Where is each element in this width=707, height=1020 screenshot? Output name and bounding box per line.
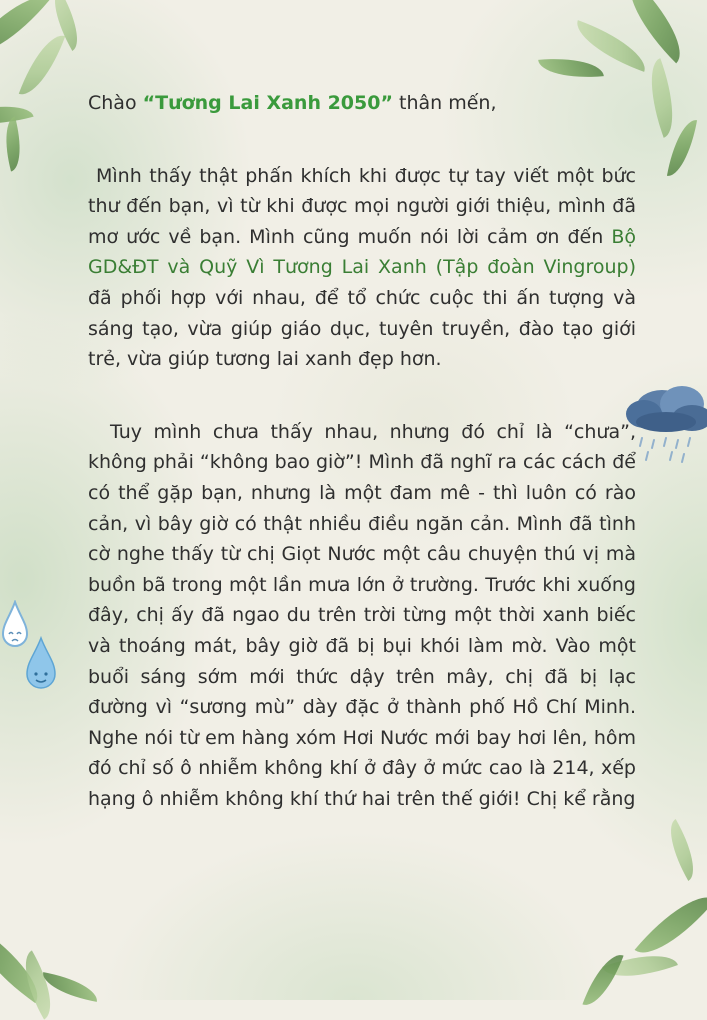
letter-body xyxy=(88,88,636,814)
organization-name: Bộ GD&ĐT và Quỹ Vì Tương Lai Xanh (Tập đoàn Vingroup) xyxy=(88,225,636,279)
paragraph-1-text-b: đã phối hợp với nhau, để tổ chức cuộc thi ấn tượng và sáng tạo, vừa giúp giáo dục, tuyên truyền, đào tạo giới trẻ, vừa giúp tương lai xanh đẹp hơn. xyxy=(88,286,636,371)
water-drop-icon xyxy=(24,636,58,692)
greeting-recipient: “Tương Lai Xanh 2050” xyxy=(142,92,393,114)
greeting-suffix: thân mến, xyxy=(392,92,497,114)
paragraph-1 xyxy=(88,161,636,375)
paragraph-2: Tuy mình chưa thấy nhau, nhưng đó chỉ là “chưa”, không phải “không bao giờ”! Mình đã nghĩ ra các cách để có thể gặp bạn, nhưng là một đam mê - thì luôn có rào cản, vì bây giờ có thật nhiều điều ngăn cản. Mình đã tình cờ nghe thấy từ chị Giọt Nước một câu chuyện thú vị mà buồn bã trong một lần mưa lớn ở trường. Trước khi xuống đây, chị ấy đã ngao du trên trời từng một thời xanh biếc và thoáng mát, bây giờ đã bị bụi khói làm mờ. Vào một buổi sáng sớm mới thức dậy trên mây, chị đã bị lạc đường vì “sương mù” dày đặc ở thành phố Hồ Chí Minh. Nghe nói từ em hàng xóm Hơi Nước mới bay hơi lên, hôm đó chỉ số ô nhiễm không khí ở đây ở mức cao là 214, xếp hạng ô nhiễm không khí thứ hai trên thế giới! Chị kể rằng xyxy=(88,420,636,810)
greeting-prefix: Chào xyxy=(88,92,143,114)
paragraph-1-text-a: Mình thấy thật phấn khích khi được tự tay viết một bức thư đến bạn, vì từ khi được mọi người giới thiệu, mình đã mơ ước về bạn. Mình cũng muốn nói lời cảm ơn đến xyxy=(88,164,636,248)
greeting xyxy=(88,88,636,119)
